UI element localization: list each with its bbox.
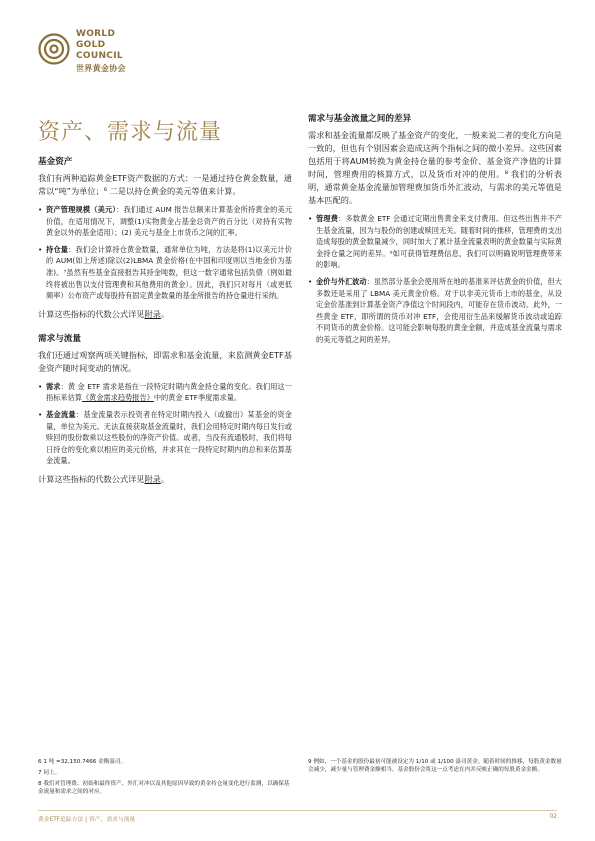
section-heading-demand-flows: 需求与流量 (38, 333, 81, 344)
demand-flows-intro: 我们还通过观察两项关键指标，即需求和基金流量，来监测黄金ETF基金资产随时间变动的情况。 (38, 349, 292, 373)
footnotes-left (38, 758, 294, 799)
list-item-text: ：我们通过 AUM 报告总额来计算基金所持黄金的美元价值，在适用情况下，调整(1)实物黄金占基金总资产的百分比（对持有实物黄金以外的基金适用）；(2) 美元与基金上市货币之间的汇率。 (46, 205, 293, 238)
list-item-fx-price (308, 276, 562, 346)
list-item-text: ：我们会计算持仓黄金数量，通常单位为吨，方法是将(1)以美元计价的 AUM(如上所述)除以(2)LBMA 黄金价格(在中国和印度则以当地金价为基准)。⁷虽然有些基金直接报告其持金吨数，但这一数字通常包括负债（例如最终将被出售以支付管理费和其他费用的黄金）。因此，我们只对每月（或更低频率）公布资产或每股持有固定黄金数量的基金所报告的持仓量进行采纳。 (46, 244, 292, 301)
section-heading-fund-assets: 基金资产 (38, 157, 73, 167)
list-item-text-end: 中的黄金 ETF季度需求量。 (153, 393, 242, 403)
list-item-fund-flows (38, 409, 292, 467)
list-item-holdings (38, 244, 292, 302)
list-item-text: ：多数黄金 ETF 会通过定期出售黄金来支付费用。但这些出售并不产生基金流量，因为与股份的创建或赎回无关。随着时间的推移，管理费的支出造成每股的黄金数量减少，同时加大了累计基金流量表明的黄金数量与实际黄金持仓量之间的差异。⁹如可获得管理费信息，我们可以明确说明管理费带来的影响。 (316, 214, 562, 270)
list-item-label: 基金流量 (46, 409, 76, 419)
formula-note-text: 计算这些指标的代数公式详见 (38, 473, 145, 484)
logo-line-3: COUNCIL (76, 51, 123, 61)
formula-note-1 (38, 308, 292, 321)
formula-note-text: 计算这些指标的代数公式详见 (38, 308, 145, 319)
list-item-label: 管理费 (316, 214, 339, 223)
gold-demand-trends-link[interactable]: 《黄金需求趋势报告》 (81, 393, 154, 403)
wgc-logo-icon (38, 33, 70, 65)
list-item-label: 金价与外汇波动 (316, 276, 367, 286)
appendix-link[interactable]: 附录 (144, 473, 161, 484)
logo-line-1: WORLD (76, 29, 116, 39)
left-column (38, 156, 292, 492)
right-column (308, 113, 562, 352)
differences-list (308, 213, 562, 346)
differences-intro: 需求和基金流量都反映了基金资产的变化，一般来说二者的变化方向是一致的，但也有个别因素会造成这两个指标之间的微小差异。这些因素包括用于将AUM转换为黄金持仓量的参考金价、基金资产净值的计算时间，管理费用的核算方式，以及货币对冲的使用。⁸ 我们的分析表明，通常黄金基金流量加管理费加货币外汇波动，与需求的美元等值是基本匹配的。 (308, 130, 562, 205)
footnote-6: 6 1 吨 =32,150.7466 金衡盎司。 (38, 759, 127, 765)
logo-chinese-name: 世界黄金协会 (76, 64, 126, 73)
list-item-text: ：基金流量表示投资者在特定时期内投入（或撤出）某基金的资金量，单位为美元。无法直接获取基金流量时，我们会用特定时期内每日发行或赎回的股份数乘以这些股份的净资产价值。或者，当没有流通股时，我们将每日持仓的变化乘以相应的美元价格，并求其在一段特定时期内的总和来估算基金流量。 (46, 409, 292, 466)
list-item-label: 持仓量 (46, 244, 69, 254)
list-item-aum (38, 204, 292, 239)
appendix-link[interactable]: 附录 (144, 308, 161, 319)
section-heading-differences: 需求与基金流量之间的差异 (308, 114, 412, 124)
fund-assets-list (38, 204, 292, 302)
formula-note-2 (38, 473, 292, 486)
page-number: 02 (549, 814, 557, 820)
list-item-demand (38, 381, 292, 404)
footnote-8: 8 我们对管理费、初始和最终资产、外汇对冲以及其他原因导致的黄金持仓量变化进行监测，以确保基金流量和需求之间的对应。 (38, 781, 290, 795)
formula-note-end: 。 (160, 308, 170, 319)
list-item-text: ：虽然部分基金会使用所在地的基准来评估黄金的价值，但大多数还是采用了 LBMA 美元黄金价格。对于以非美元货币上市的基金，从设定金价基准到计算基金资产净值这个时间段内，可能存在货币波动。此外，一些黄金 ETF，即所谓的货币对冲 ETF，会使用衍生品来缓解货币波动或追踪不同货币的黄金价格。这可能会影响每股的黄金金额，并造成基金流量与需求的美元等值之间的差异。 (316, 276, 562, 344)
formula-note-end: 。 (160, 473, 170, 484)
logo-line-2: GOLD (76, 40, 106, 50)
list-item-label: 资产管理规模（美元） (46, 205, 117, 214)
footer-running-title: 黄金ETF追踪方法 | 资产、需求与流量 (38, 817, 136, 823)
page-title: 资产、需求与流量 (38, 120, 223, 145)
wgc-logo (38, 29, 178, 83)
footnote-7: 7 同上。 (38, 770, 61, 776)
list-item-management-fees (308, 213, 562, 271)
footer-divider (38, 810, 557, 811)
footnote-9: 9 例如，一个基金的股份最初可能被设定为 1/10 或 1/100 盎司黄金。随着时间的推移，每股黄金数量会减少，减少量与管理费金额相当。基金股份会将这一点考虑在内并反映正确的每股黄金金额。 (308, 759, 562, 773)
fund-assets-intro: 我们有两种追踪黄金ETF资产数据的方式：一是通过持仓黄金数量，通常以“吨”为单位；⁶ 二是以持仓黄金的美元等值来计算。 (38, 173, 292, 196)
list-item-text: ：黄 金 ETF 需求是指在一段特定时期内黄金持仓量的变化。我们用这一指标来估算 (46, 381, 292, 403)
list-item-label: 需求 (46, 381, 61, 391)
footnotes-right (308, 758, 564, 777)
demand-flows-list (38, 381, 292, 467)
logo-wordmark (76, 29, 126, 74)
